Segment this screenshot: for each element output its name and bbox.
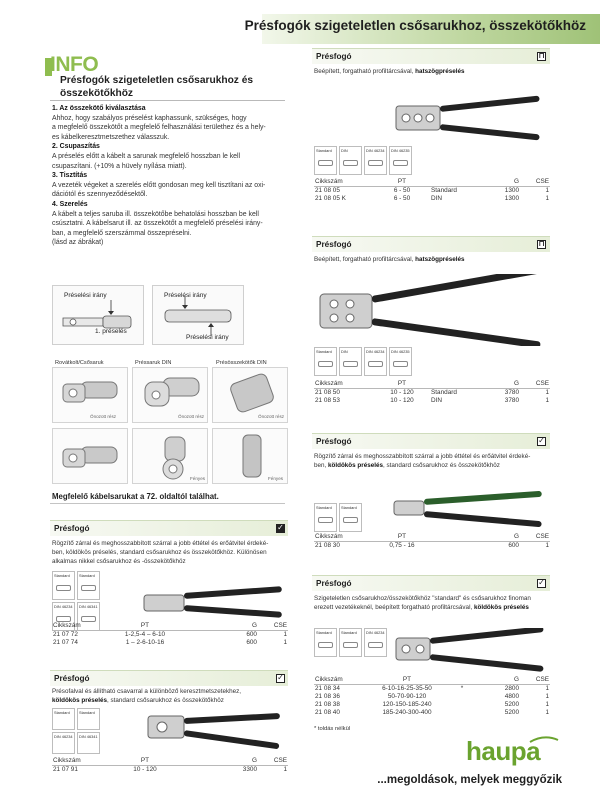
column-header: G xyxy=(222,622,258,630)
description-bold: köldökös préselés xyxy=(473,604,529,612)
table-cell xyxy=(440,708,484,716)
profile-box xyxy=(52,732,75,754)
table-cell: 4800 xyxy=(504,692,519,700)
crimp-direction-label: Préselési irány xyxy=(64,292,107,299)
footnote: * toldás nélkül xyxy=(314,726,351,732)
section-title: Présfogó xyxy=(54,674,90,683)
grid-caption: Présösszekötők DIN xyxy=(216,360,267,366)
grid-caption: Préssaruk DIN xyxy=(135,360,172,366)
table-row xyxy=(314,692,550,700)
table-cell: 185-240-300-400 xyxy=(382,708,432,716)
profile-box xyxy=(314,628,337,657)
section-title: Présfogó xyxy=(316,437,352,446)
profile-box xyxy=(52,571,75,600)
info-heading: 3. Tisztítás xyxy=(52,172,88,180)
column-header: G xyxy=(484,380,520,388)
profile-box-label: DIN 46234 xyxy=(366,148,385,153)
profile-box xyxy=(339,146,362,175)
spec-table xyxy=(52,757,288,773)
column-header: Cikkszám xyxy=(314,676,374,684)
profile-box xyxy=(364,628,387,657)
crimp-step-label: 1. préselés xyxy=(95,328,127,335)
description-text: , standard csősarukhoz és összekötőkhöz xyxy=(106,697,224,705)
table-row xyxy=(52,638,288,646)
table-row xyxy=(314,194,550,202)
description-text: alkalmas nikkel csősarukhoz és -összekötőkhöz xyxy=(52,558,186,566)
table-row xyxy=(314,541,550,549)
table-row xyxy=(52,765,288,773)
section-title: Présfogó xyxy=(316,579,352,588)
table-cell: 21 08 53 xyxy=(315,396,340,404)
profile-box xyxy=(77,708,100,730)
profile-box-label: DIN 46234 xyxy=(54,604,73,609)
profile-box-label: Standard xyxy=(79,573,95,578)
grid-tag: Önozott rész xyxy=(258,414,285,419)
profile-box-label: DIN 46341 xyxy=(79,734,98,739)
table-cell: 1 xyxy=(283,630,287,638)
table-cell: 10 - 120 xyxy=(390,396,414,404)
description-text: erezett vezetékeknél, beépített forgatható profiltárcsával, xyxy=(314,604,474,612)
grid-tag: Fényes xyxy=(190,476,206,481)
table-cell: 21 07 74 xyxy=(53,638,78,646)
table-cell xyxy=(440,692,484,700)
table-cell: 1 xyxy=(545,700,549,708)
column-header: CSE xyxy=(258,622,288,630)
description-bold: köldökös préselés xyxy=(52,697,107,705)
info-line: ban, a megfelelő szerszámmal összepréselni. xyxy=(52,229,192,237)
check-icon: ✓ xyxy=(277,673,284,682)
profile-box-label: DIN 46234 xyxy=(54,734,73,739)
profile-box xyxy=(364,146,387,175)
table-cell: 3780 xyxy=(504,396,519,404)
section-description xyxy=(314,452,550,470)
profile-boxes xyxy=(314,146,412,175)
page-title: Présfogók szigeteletlen csősarukhoz, összekötőkhöz xyxy=(244,18,586,33)
grid-tag: Fényes xyxy=(268,476,284,481)
info-heading: 2. Csupaszítás xyxy=(52,143,100,151)
table-row xyxy=(314,186,550,194)
info-title: Présfogók szigeteletlen csősarukhoz és összekötőkhöz xyxy=(60,75,254,99)
table-cell xyxy=(178,630,222,638)
profile-box xyxy=(339,347,362,376)
table-cell: 21 08 38 xyxy=(315,700,340,708)
info-line: A vezeték végeket a szerelés előtt gondosan meg kell tisztítani az oxi- xyxy=(52,181,266,189)
section-title: Présfogó xyxy=(54,524,90,533)
table-cell: 600 xyxy=(246,638,257,646)
table-cell: * xyxy=(460,684,464,692)
table-cell: 1 xyxy=(283,765,287,773)
crimping-tool-image xyxy=(312,274,550,346)
table-cell: 1300 xyxy=(504,194,519,202)
column-header: PT xyxy=(374,676,440,684)
info-body xyxy=(52,104,287,248)
profile-box xyxy=(77,571,100,600)
profile-boxes xyxy=(314,503,362,532)
table-cell: 5200 xyxy=(504,708,519,716)
table-cell: 21 08 30 xyxy=(315,541,340,549)
brand-logo xyxy=(466,734,562,764)
section-title: Présfogó xyxy=(316,52,352,61)
profile-box-label: Standard xyxy=(54,573,70,578)
table-cell: 1 xyxy=(545,388,549,396)
table-cell: 1 xyxy=(545,684,549,692)
symbol-icon: ⊓ xyxy=(538,239,545,248)
profile-box xyxy=(339,503,362,532)
description-text: Rögzítő zárral és meghosszabbított szárral a jobb éttétel és erőátvitel érdeké- xyxy=(52,540,269,547)
table-cell: 1 xyxy=(545,186,549,194)
column-header: Cikkszám xyxy=(314,178,374,186)
info-line: csúsztatni. A kábelsarut ill. az összekötőt a megfelelő préselési irány- xyxy=(52,220,263,228)
table-cell: 2800 xyxy=(504,684,519,692)
description-line xyxy=(314,603,550,612)
column-header xyxy=(178,757,222,765)
description-text: Beépített, forgatható profiltárcsával, xyxy=(314,256,416,263)
table-cell: 6 - 50 xyxy=(393,194,411,202)
section-title: Présfogó xyxy=(316,240,352,249)
column-header: CSE xyxy=(520,178,550,186)
description-text: ben, xyxy=(314,462,329,470)
table-row xyxy=(314,700,550,708)
crimping-tool-image xyxy=(390,487,550,531)
table-cell: 1 xyxy=(545,692,549,700)
profile-boxes xyxy=(314,628,387,657)
section-description xyxy=(314,255,550,264)
column-header: G xyxy=(484,178,520,186)
profile-box-label: DIN 46235 xyxy=(391,349,410,354)
description-text: Rögzítő zárral és meghosszabbított szárral a jobb éttétel és erőátvitel érdeké- xyxy=(314,453,531,460)
profile-box-label: Standard xyxy=(316,148,332,153)
info-line: es kábelkeresztmetszethez válasszuk. xyxy=(52,133,170,141)
brand-logo-text: haupa xyxy=(466,736,541,766)
crimping-tool-image xyxy=(138,706,288,752)
profile-box-label: DIN 46235 xyxy=(391,148,410,153)
crimping-tool-image xyxy=(120,585,290,625)
table-row xyxy=(314,396,550,404)
symbol-icon: ⊓ xyxy=(538,51,545,60)
profile-box xyxy=(314,146,337,175)
table-cell: 1 – 2-6-10-16 xyxy=(125,638,165,646)
spec-table xyxy=(314,533,550,549)
section-description xyxy=(52,687,288,705)
grid-tag: Önozott rész xyxy=(178,414,205,419)
grid-tag: Önozott rész xyxy=(90,414,117,419)
table-cell: 21 07 91 xyxy=(53,765,78,773)
table-cell: 21 08 40 xyxy=(315,708,340,716)
table-cell: 1 xyxy=(545,194,549,202)
info-line: A préselés előtt a kábelt a sarunak megfelelő hosszban le kell xyxy=(52,152,241,160)
table-cell: 10 - 120 xyxy=(133,765,157,773)
table-cell: 1 xyxy=(545,708,549,716)
spec-table xyxy=(314,676,550,716)
column-header: CSE xyxy=(520,380,550,388)
column-header: PT xyxy=(112,622,178,630)
column-header: CSE xyxy=(520,676,550,684)
column-header: PT xyxy=(112,757,178,765)
crimp-direction-label: Préselési irány xyxy=(164,292,207,299)
profile-box-label: DIN xyxy=(341,148,348,153)
table-cell: 21 07 72 xyxy=(53,630,78,638)
table-row xyxy=(314,388,550,396)
column-header xyxy=(430,533,484,541)
symbol-icon: ✓ xyxy=(538,578,545,587)
table-cell: 21 08 50 xyxy=(315,388,340,396)
profile-box-label: Standard xyxy=(316,349,332,354)
table-cell: 5200 xyxy=(504,700,519,708)
table-row xyxy=(314,708,550,716)
column-header: Cikkszám xyxy=(52,757,112,765)
section-description xyxy=(314,67,550,76)
crimping-tool-image xyxy=(392,628,550,672)
section-description xyxy=(52,539,288,567)
crimping-tool-image xyxy=(392,88,548,148)
info-line: csupaszítani. (+10% a hüvely nyílása miatt). xyxy=(52,162,187,170)
description-text: Beépített, forgatható profiltárcsával, xyxy=(314,68,416,75)
table-cell xyxy=(178,765,222,773)
spec-table xyxy=(52,622,288,646)
table-cell: 0,75 - 16 xyxy=(389,541,415,549)
table-cell: 600 xyxy=(246,630,257,638)
info-line: a megfelelő összekötőt a megfelelő felhasználási területhez és a hely- xyxy=(52,124,266,132)
column-header: Cikkszám xyxy=(314,533,374,541)
profile-box-label: DIN 46234 xyxy=(366,349,385,354)
info-line: A kábelt a teljes saruba ill. összekötőbe behatolási hosszban be kell xyxy=(52,210,259,218)
column-header xyxy=(430,380,484,388)
spec-table xyxy=(314,380,550,404)
column-header: Cikkszám xyxy=(314,380,374,388)
profile-box xyxy=(339,628,362,657)
description-bold: köldökös préselés xyxy=(328,462,383,470)
table-cell: 1-2,5-4 – 6-10 xyxy=(124,630,166,638)
table-cell xyxy=(430,541,484,549)
profile-boxes xyxy=(52,708,104,754)
profile-box-label: Standard xyxy=(79,710,95,715)
table-cell: DIN xyxy=(431,396,443,404)
table-cell: 1 xyxy=(545,541,549,549)
table-cell: 1 xyxy=(283,638,287,646)
profile-box-label: Standard xyxy=(341,505,357,510)
column-header: G xyxy=(484,533,520,541)
description-text: , standard csősarukhoz és összekötőkhöz xyxy=(382,462,500,470)
table-cell: Standard xyxy=(431,186,457,194)
description-bold: hatszögpréselés xyxy=(415,68,465,75)
column-header: CSE xyxy=(258,757,288,765)
profile-box xyxy=(52,708,75,730)
lug-photo xyxy=(52,428,128,484)
column-header: PT xyxy=(374,178,430,186)
table-cell: 600 xyxy=(508,541,519,549)
info-heading: 4. Szerelés xyxy=(52,200,88,208)
table-header-row xyxy=(52,757,288,765)
divider xyxy=(50,503,285,504)
divider xyxy=(50,100,285,101)
table-cell xyxy=(178,638,222,646)
column-header: G xyxy=(222,757,258,765)
profile-box xyxy=(389,347,412,376)
description-text: Szigeteletlen csősarukhoz/összekötőkhöz "standard" és csősarukhoz finoman xyxy=(314,595,531,602)
profile-box xyxy=(364,347,387,376)
check-icon: ✓ xyxy=(277,523,284,532)
table-cell: 1 xyxy=(545,396,549,404)
description-line xyxy=(314,461,550,470)
profile-box-label: DIN 46341 xyxy=(79,604,98,609)
column-header: G xyxy=(484,676,520,684)
table-row xyxy=(52,630,288,638)
info-line: dációtól és szennyeződésektől. xyxy=(52,191,148,199)
profile-boxes xyxy=(314,347,412,376)
info-heading: 1. Az összekötő kiválasztása xyxy=(52,105,146,112)
table-cell: 50-70-90-120 xyxy=(387,692,427,700)
column-header xyxy=(430,178,484,186)
profile-box xyxy=(314,503,337,532)
table-cell: 21 08 34 xyxy=(315,684,340,692)
table-header-row xyxy=(52,622,288,630)
table-cell xyxy=(440,700,484,708)
table-cell: 21 08 36 xyxy=(315,692,340,700)
table-cell: 3780 xyxy=(504,388,519,396)
table-header-row xyxy=(314,676,550,684)
column-header: Cikkszám xyxy=(52,622,112,630)
crimp-direction-label: Préselési irány xyxy=(186,334,229,341)
info-badge: INFO xyxy=(50,53,99,76)
spec-table xyxy=(314,178,550,202)
table-cell: 21 08 05 K xyxy=(315,194,346,202)
table-cell: Standard xyxy=(431,388,457,396)
table-cell: 1300 xyxy=(504,186,519,194)
column-header: PT xyxy=(374,380,430,388)
profile-box xyxy=(314,347,337,376)
grid-caption: Rovátkolt/Csősaruk xyxy=(55,360,104,366)
reference-note: Megfelelő kábelsarukat a 72. oldaltól találhat. xyxy=(52,492,219,501)
profile-box xyxy=(389,146,412,175)
table-cell: 120-150-185-240 xyxy=(382,700,432,708)
profile-box-label: Standard xyxy=(54,710,70,715)
profile-box-label: Standard xyxy=(316,630,332,635)
description-line xyxy=(52,696,288,705)
profile-box-label: DIN 46234 xyxy=(366,630,385,635)
column-header: PT xyxy=(374,533,430,541)
table-header-row xyxy=(314,380,550,388)
description-bold: hatszögpréselés xyxy=(415,256,465,263)
description-text: Présofalval és állítható csavarral a különböző keresztmetszetekhez, xyxy=(52,688,241,695)
info-line: (lásd az ábrákat) xyxy=(52,239,104,247)
column-header xyxy=(178,622,222,630)
table-header-row xyxy=(314,533,550,541)
section-description xyxy=(314,594,550,612)
info-line: Ahhoz, hogy szabályos préselést kaphassunk, szükséges, hogy xyxy=(52,114,247,122)
table-cell: 21 08 05 xyxy=(315,186,340,194)
table-cell: DIN xyxy=(431,194,443,202)
profile-box-label: DIN xyxy=(341,349,348,354)
column-header xyxy=(440,676,484,684)
table-cell: 6-10-16-25-35-50 xyxy=(382,684,432,692)
column-header: CSE xyxy=(520,533,550,541)
profile-box-label: Standard xyxy=(316,505,332,510)
profile-box xyxy=(77,732,100,754)
table-cell: 6 - 50 xyxy=(393,186,411,194)
table-cell: 10 - 120 xyxy=(390,388,414,396)
profile-box-label: Standard xyxy=(341,630,357,635)
symbol-icon: ✓ xyxy=(538,436,545,445)
table-row xyxy=(314,684,550,692)
description-text: ben, köldökös préselés, standard csősarukhoz és összekötőkhöz. Különösen xyxy=(52,549,267,557)
table-header-row xyxy=(314,178,550,186)
table-cell: 3300 xyxy=(242,765,257,773)
brand-tagline: ...megoldások, melyek meggyőzik xyxy=(377,774,562,786)
